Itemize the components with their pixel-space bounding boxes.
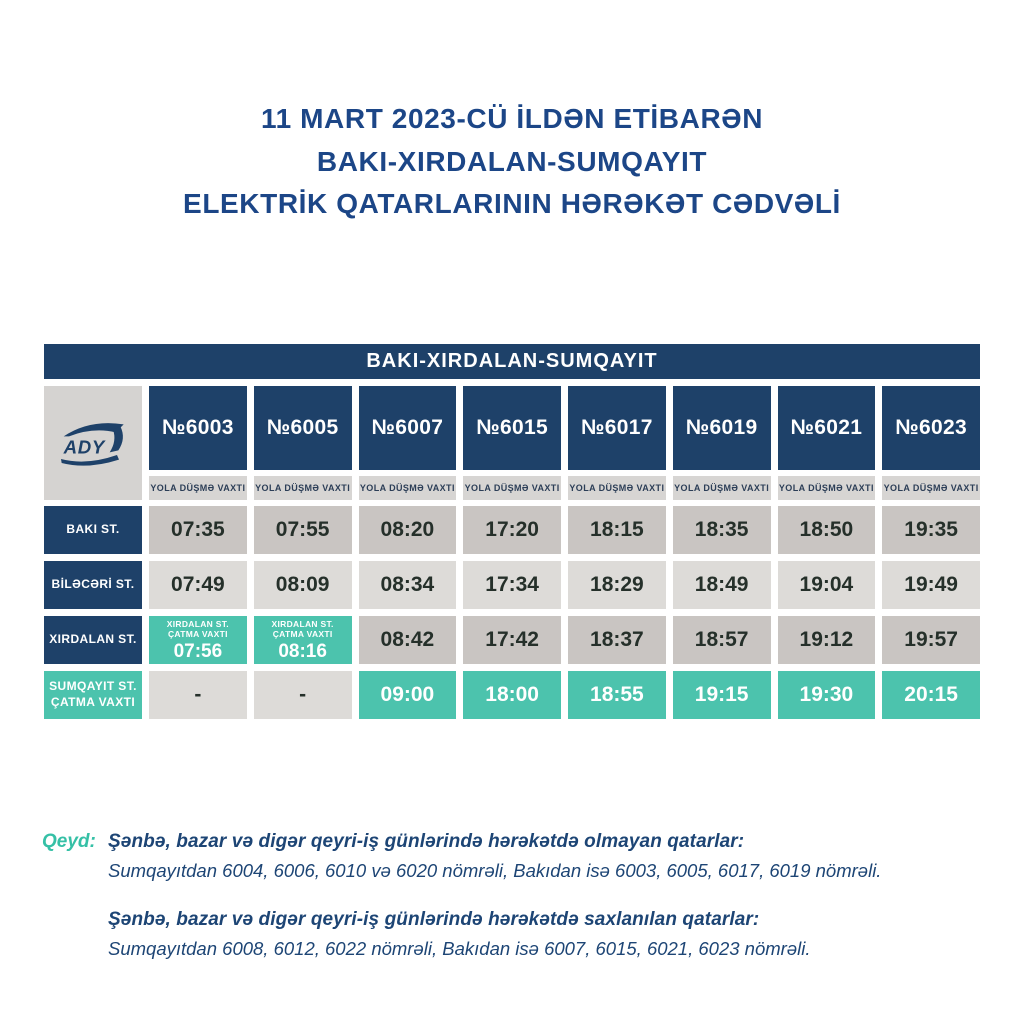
table-row-baki <box>44 506 980 554</box>
time-cell: 07:55 <box>254 506 352 554</box>
note-1-body: Sumqayıtdan 6004, 6006, 6010 və 6020 nömrəli, Bakıdan isə 6003, 6005, 6017, 6019 nömrəli. <box>108 859 882 881</box>
time-cell: 17:34 <box>463 561 561 609</box>
note-2-heading: Şənbə, bazar və digər qeyri-iş günlərində hərəkətdə saxlanılan qatarlar: <box>108 908 760 930</box>
timetable <box>44 344 980 719</box>
arrival-sublabel <box>167 619 229 640</box>
table-row-bilecari <box>44 561 980 609</box>
time-cell: 17:42 <box>463 616 561 664</box>
note-label: Qeyd: <box>42 830 96 852</box>
train-number-header: №6017 <box>568 386 666 470</box>
time-cell: 07:49 <box>149 561 247 609</box>
time-value: 08:16 <box>278 640 327 662</box>
note-1-body-line <box>42 853 982 882</box>
time-cell: 07:35 <box>149 506 247 554</box>
departure-time-label: YOLA DÜŞMƏ VAXTI <box>568 476 666 500</box>
arrival-sublabel-time: ÇATMA VAXTI <box>272 629 333 640</box>
note-1-heading: Şənbə, bazar və digər qeyri-iş günlərində hərəkətdə olmayan qatarlar: <box>108 830 745 852</box>
time-cell: 17:20 <box>463 506 561 554</box>
arrival-sublabel-time: ÇATMA VAXTI <box>167 629 228 640</box>
time-cell: 19:35 <box>882 506 980 554</box>
table-header <box>44 386 980 500</box>
time-cell: 19:15 <box>673 671 771 719</box>
station-label <box>44 671 142 719</box>
time-cell: 18:37 <box>568 616 666 664</box>
time-cell: 19:30 <box>778 671 876 719</box>
table-banner: BAKI-XIRDALAN-SUMQAYIT <box>44 344 980 379</box>
arrival-time-cell <box>149 616 247 664</box>
time-cell: 18:15 <box>568 506 666 554</box>
departure-time-label: YOLA DÜŞMƏ VAXTI <box>882 476 980 500</box>
title-line-1: 11 MART 2023-CÜ İLDƏN ETİBARƏN <box>260 103 764 134</box>
time-value: 07:56 <box>173 640 223 662</box>
time-cell: 09:00 <box>359 671 457 719</box>
station-label-line1: SUMQAYIT ST. <box>49 679 137 694</box>
table-row-xirdalan <box>44 616 980 664</box>
ady-railways-logo-icon <box>53 412 133 474</box>
title-line-2: BAKI-XIRDALAN-SUMQAYIT <box>316 145 708 177</box>
train-number-header: №6003 <box>149 386 247 470</box>
time-cell: 19:04 <box>778 561 876 609</box>
station-label: XIRDALAN ST. <box>44 616 142 664</box>
time-cell: 18:57 <box>673 616 771 664</box>
train-number-header: №6023 <box>882 386 980 470</box>
train-number-header: №6007 <box>359 386 457 470</box>
station-label: BİLƏCƏRİ ST. <box>44 561 142 609</box>
train-number-header: №6021 <box>778 386 876 470</box>
time-cell: 08:34 <box>359 561 457 609</box>
page-title <box>0 0 1024 226</box>
time-cell: - <box>149 671 247 719</box>
arrival-time-cell <box>254 616 352 664</box>
time-cell: 18:00 <box>463 671 561 719</box>
time-cell: 18:29 <box>568 561 666 609</box>
departure-time-label: YOLA DÜŞMƏ VAXTI <box>463 476 561 500</box>
time-cell: 19:12 <box>778 616 876 664</box>
departure-time-label: YOLA DÜŞMƏ VAXTI <box>149 476 247 500</box>
time-cell: 20:15 <box>882 671 980 719</box>
departure-time-label: YOLA DÜŞMƏ VAXTI <box>254 476 352 500</box>
time-cell: 19:57 <box>882 616 980 664</box>
note-2-body-line <box>42 931 982 960</box>
departure-time-label: YOLA DÜŞMƏ VAXTI <box>359 476 457 500</box>
time-cell: - <box>254 671 352 719</box>
arrival-sublabel-station: XIRDALAN ST. <box>271 618 334 629</box>
note-1 <box>42 831 982 853</box>
title-line-3: ELEKTRİK QATARLARININ HƏRƏKƏT CƏDVƏLİ <box>183 188 841 220</box>
svg-text:ADY: ADY <box>63 436 106 458</box>
arrival-sublabel <box>272 619 334 640</box>
departure-time-label: YOLA DÜŞMƏ VAXTI <box>778 476 876 500</box>
time-cell: 08:20 <box>359 506 457 554</box>
note-2 <box>42 909 982 931</box>
time-cell: 08:09 <box>254 561 352 609</box>
note-2-body: Sumqayıtdan 6008, 6012, 6022 nömrəli, Bakıdan isə 6007, 6015, 6021, 6023 nömrəli. <box>108 937 811 959</box>
time-cell: 18:35 <box>673 506 771 554</box>
notes-section <box>42 831 982 960</box>
time-cell: 08:42 <box>359 616 457 664</box>
arrival-sublabel-station: XIRDALAN ST. <box>166 618 229 629</box>
time-cell: 18:55 <box>568 671 666 719</box>
station-label: BAKI ST. <box>44 506 142 554</box>
ady-logo-cell <box>44 386 142 500</box>
time-cell: 19:49 <box>882 561 980 609</box>
train-number-header: №6005 <box>254 386 352 470</box>
station-label-line2: ÇATMA VAXTI <box>50 694 136 709</box>
time-cell: 18:49 <box>673 561 771 609</box>
train-number-header: №6019 <box>673 386 771 470</box>
departure-time-label: YOLA DÜŞMƏ VAXTI <box>673 476 771 500</box>
train-number-header: №6015 <box>463 386 561 470</box>
time-cell: 18:50 <box>778 506 876 554</box>
table-row-sumqayit <box>44 671 980 719</box>
